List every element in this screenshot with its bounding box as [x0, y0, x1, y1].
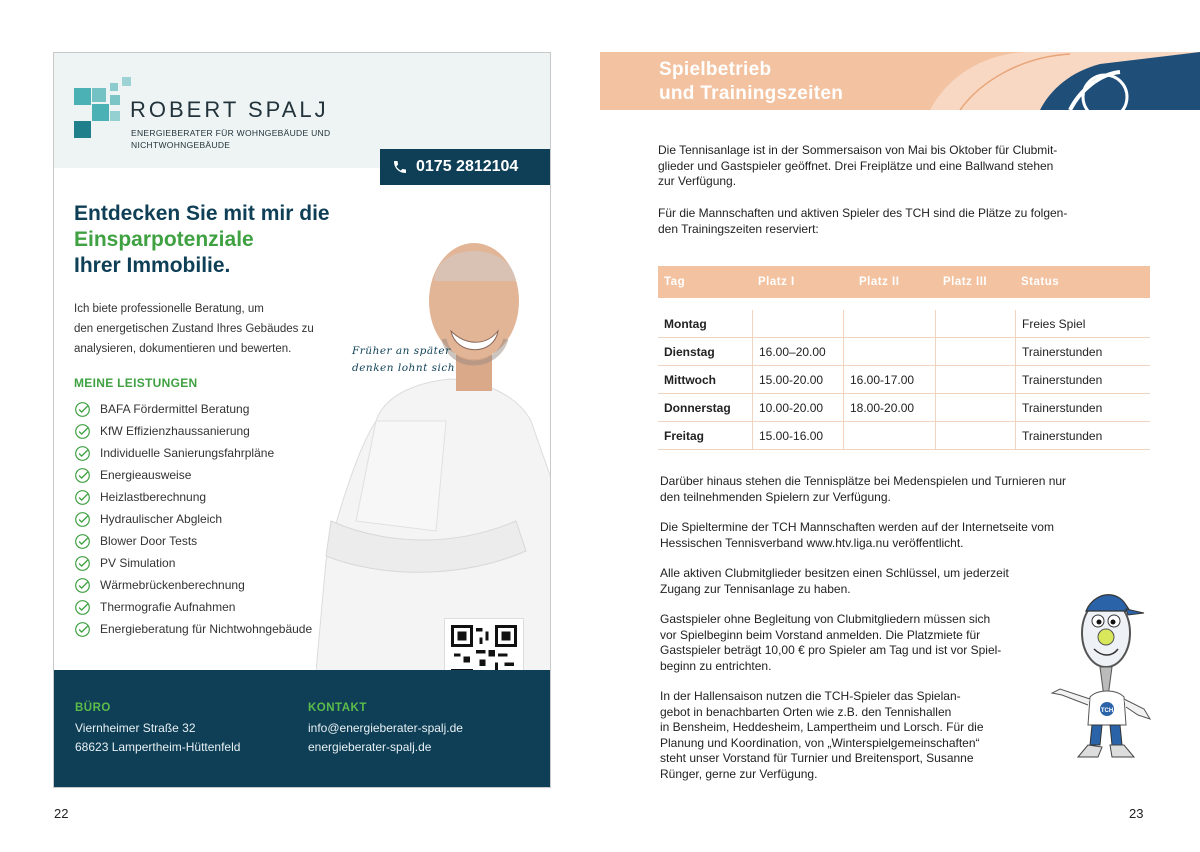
check-circle-icon — [74, 621, 91, 638]
table-cell — [843, 310, 935, 337]
mascot-badge: TCH — [1100, 708, 1114, 714]
service-label: Hydraulischer Abgleich — [100, 512, 223, 526]
text-line: Die Spieltermine der TCH Mannschaften werden auf der Internetseite vom — [660, 520, 1054, 534]
table-row — [658, 338, 1150, 366]
training-table — [658, 266, 1150, 443]
headline-highlight: Einsparpotenziale — [74, 228, 254, 251]
paragraph-schluessel — [660, 566, 1108, 597]
paragraph-opening-season — [658, 143, 1156, 190]
table-cell — [935, 422, 1015, 449]
list-item — [74, 420, 312, 442]
table-cell: Trainerstunden — [1015, 338, 1150, 365]
table-cell: 16.00–20.00 — [752, 338, 843, 365]
title-line: und Trainingszeiten — [659, 83, 844, 104]
intro-line: Ich biete professionelle Beratung, um — [74, 303, 264, 315]
check-circle-icon — [74, 467, 91, 484]
table-cell: 10.00-20.00 — [752, 394, 843, 421]
list-item — [74, 574, 312, 596]
service-label: Individuelle Sanierungsfahrpläne — [100, 446, 275, 460]
list-item — [74, 596, 312, 618]
paragraph-hallensaison — [660, 689, 1062, 782]
text-line: glieder und Gastspieler geöffnet. Drei Freiplätze und eine Ballwand stehen — [658, 158, 1054, 173]
phone-box[interactable] — [380, 149, 550, 185]
table-cell: Trainerstunden — [1015, 394, 1150, 421]
list-item — [74, 486, 312, 508]
table-row — [658, 422, 1150, 450]
table-cell — [935, 310, 1015, 337]
header-cell: Platz III — [943, 276, 988, 288]
text-line: vor Spielbeginn beim Vorstand anmelden. Die Platzmiete für — [660, 627, 981, 642]
ad-intro — [74, 299, 354, 359]
slogan — [352, 343, 455, 377]
text-line: den teilnehmenden Spielern zur Verfügung. — [660, 489, 891, 504]
check-circle-icon — [74, 401, 91, 418]
intro-line: den energetischen Zustand Ihres Gebäudes zu — [74, 323, 314, 335]
table-cell: 18.00-20.00 — [843, 394, 935, 421]
paragraph-medenspiele — [660, 474, 1158, 505]
table-cell: Trainerstunden — [1015, 366, 1150, 393]
text-line: Alle aktiven Clubmitglieder besitzen einen Schlüssel, um jederzeit — [660, 566, 1009, 580]
check-circle-icon — [74, 489, 91, 506]
table-cell: Montag — [664, 316, 707, 331]
text-line: zur Verfügung. — [658, 174, 737, 188]
service-label: KfW Effizienzhaussanierung — [100, 424, 250, 438]
table-header — [658, 266, 1150, 298]
table-cell — [843, 422, 935, 449]
intro-line: analysieren, dokumentieren und bewerten. — [74, 343, 292, 355]
paragraph-spieltermine — [660, 520, 1158, 551]
text-line: den Trainingszeiten reserviert: — [658, 221, 819, 236]
list-item — [74, 508, 312, 530]
check-circle-icon — [74, 555, 91, 572]
service-label: Heizlastberechnung — [100, 490, 207, 504]
contact-title: KONTAKT — [308, 702, 367, 714]
headline-part2: Ihrer Immobilie. — [74, 254, 231, 277]
service-label: Wärmebrückenberechnung — [100, 578, 245, 592]
page-number-left: 22 — [54, 806, 69, 821]
table-cell: Freies Spiel — [1015, 310, 1150, 337]
check-circle-icon — [74, 445, 91, 462]
service-label: Energieausweise — [100, 468, 192, 482]
ad-footer — [54, 670, 550, 788]
contact-email[interactable]: info@energieberater-spalj.de — [308, 721, 463, 735]
table-cell: Trainerstunden — [1015, 422, 1150, 449]
text-line: Die Tennisanlage ist in der Sommersaison von Mai bis Oktober für Clubmit- — [658, 143, 1058, 157]
list-item — [74, 530, 312, 552]
slogan-line: denken lohnt sich — [352, 362, 456, 374]
table-cell: Freitag — [664, 428, 705, 443]
service-label: BAFA Fördermittel Beratung — [100, 402, 250, 416]
list-item — [74, 552, 312, 574]
header-cell: Tag — [664, 276, 686, 288]
list-item — [74, 398, 312, 420]
check-circle-icon — [74, 599, 91, 616]
table-row — [658, 366, 1150, 394]
list-item — [74, 618, 312, 640]
check-circle-icon — [74, 423, 91, 440]
title-line: Spielbetrieb — [659, 59, 772, 80]
list-item — [74, 464, 312, 486]
brand-subtitle: ENERGIEBERATER FÜR WOHNGEBÄUDE UND NICHTWOHNGEBÄUDE — [131, 128, 331, 150]
table-cell — [935, 394, 1015, 421]
text-line: Hessischen Tennisverband www.htv.liga.nu veröffentlicht. — [660, 535, 964, 550]
table-cell — [935, 366, 1015, 393]
paragraph-gastspieler — [660, 612, 1072, 674]
headline-part1: Entdecken Sie mit mir die — [74, 202, 330, 225]
service-label: Thermografie Aufnahmen — [100, 600, 236, 614]
slogan-line: Früher an später — [352, 345, 451, 357]
table-row — [658, 310, 1150, 338]
text-line: Darüber hinaus stehen die Tennisplätze bei Medenspielen und Turnieren nur — [660, 474, 1067, 488]
text-line: Rünger, gerne zur Verfügung. — [660, 766, 818, 781]
table-row — [658, 394, 1150, 422]
text-line: gebot in benachbarten Orten wie z.B. den Tennishallen — [660, 704, 952, 719]
text-line: beginn zu entrichten. — [660, 658, 772, 673]
advertisement-panel — [53, 52, 551, 788]
office-city: 68623 Lampertheim-Hüttenfeld — [75, 740, 241, 754]
text-line: in Bensheim, Heddesheim, Lampertheim und Lorsch. Für die — [660, 720, 984, 734]
office-title: BÜRO — [75, 702, 111, 714]
header-cell: Platz I — [758, 276, 795, 288]
check-circle-icon — [74, 533, 91, 550]
text-line: steht unser Vorstand für Turnier und Breitensport, Susanne — [660, 751, 974, 765]
table-cell: Mittwoch — [664, 372, 716, 387]
check-circle-icon — [74, 511, 91, 528]
brand-name: ROBERT SPALJ — [130, 97, 329, 122]
portrait-photo — [316, 221, 551, 671]
header-cell: Platz II — [859, 276, 900, 288]
text-line: Für die Mannschaften und aktiven Spieler des TCH sind die Plätze zu folgen- — [658, 206, 1068, 220]
table-cell — [935, 338, 1015, 365]
services-list — [74, 398, 312, 640]
services-title: MEINE LEISTUNGEN — [74, 376, 198, 390]
table-cell: 16.00-17.00 — [843, 366, 935, 393]
contact-website[interactable]: energieberater-spalj.de — [308, 740, 432, 754]
text-line: In der Hallensaison nutzen die TCH-Spieler das Spielan- — [660, 689, 961, 703]
office-street: Viernheimer Straße 32 — [75, 721, 196, 735]
table-cell: Dienstag — [664, 344, 715, 359]
phone-icon — [392, 159, 408, 175]
text-line: Zugang zur Tennisanlage zu haben. — [660, 581, 851, 596]
page-title — [659, 58, 843, 106]
service-label: Blower Door Tests — [100, 534, 198, 548]
table-cell: 15.00-16.00 — [752, 422, 843, 449]
text-line: Gastspieler ohne Begleitung von Clubmitgliedern müssen sich — [660, 612, 991, 626]
paragraph-training-intro — [658, 206, 1156, 237]
table-cell: Donnerstag — [664, 400, 731, 415]
text-line: Planung und Koordination, von „Winterspielgemeinschaften“ — [660, 735, 980, 750]
service-label: PV Simulation — [100, 556, 176, 570]
check-circle-icon — [74, 577, 91, 594]
service-label: Energieberatung für Nichtwohngebäude — [100, 622, 313, 636]
page-number-right: 23 — [1129, 806, 1144, 821]
text-line: Gastspieler beträgt 10,00 € pro Spieler am Tag und ist vor Spiel- — [660, 643, 1002, 657]
table-cell: 15.00-20.00 — [752, 366, 843, 393]
table-cell — [752, 310, 843, 337]
header-cell: Status — [1021, 276, 1060, 288]
list-item — [74, 442, 312, 464]
tennis-racket-mascot-icon — [1048, 585, 1164, 775]
table-cell — [843, 338, 935, 365]
phone-number: 0175 2812104 — [416, 158, 519, 175]
